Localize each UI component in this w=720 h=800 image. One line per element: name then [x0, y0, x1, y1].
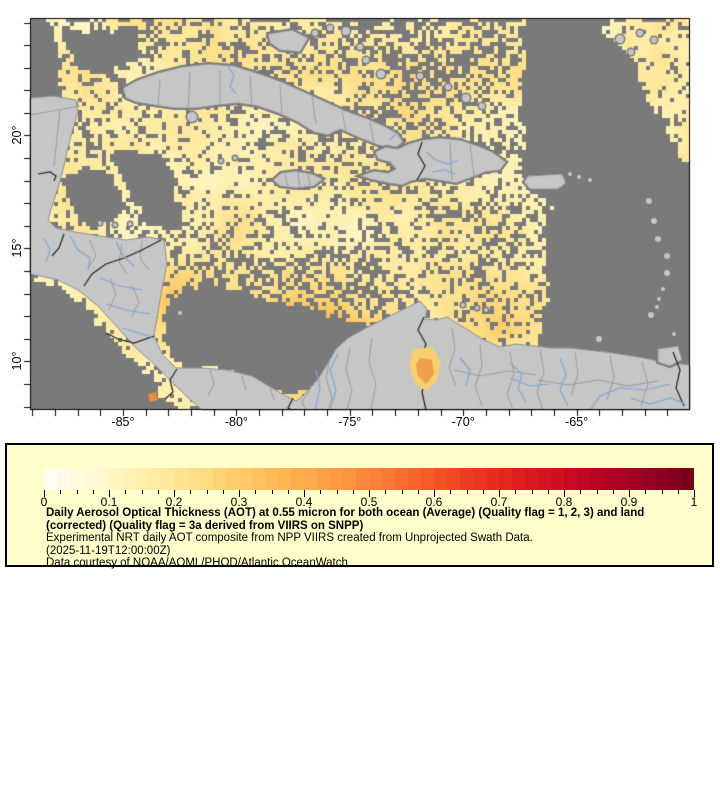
colorbar-minor-tick — [223, 490, 224, 494]
colorbar-minor-tick — [645, 490, 646, 494]
colorbar-segment — [187, 468, 200, 490]
colorbar-segment — [135, 468, 148, 490]
colorbar-minor-tick — [418, 490, 419, 494]
colorbar-segment — [655, 468, 668, 490]
colorbar — [44, 468, 694, 490]
x-axis-label: -80° — [224, 415, 248, 429]
colorbar-segment — [174, 468, 187, 490]
colorbar-segment — [408, 468, 421, 490]
y-axis-label: 15° — [10, 239, 24, 258]
colorbar-minor-tick — [662, 490, 663, 494]
colorbar-segment — [226, 468, 239, 490]
colorbar-minor-tick — [548, 490, 549, 494]
colorbar-segment — [356, 468, 369, 490]
colorbar-minor-tick — [580, 490, 581, 494]
colorbar-minor-tick — [272, 490, 273, 494]
colorbar-segment — [642, 468, 655, 490]
legend-text — [46, 507, 686, 570]
legend-credit: Data courtesy of NOAA/AOML/PHOD/Atlantic OceanWatch — [46, 557, 348, 570]
colorbar-tick-label: 0.8 — [555, 495, 573, 509]
legend-box — [5, 443, 714, 570]
colorbar-minor-tick — [532, 490, 533, 494]
colorbar-segment — [551, 468, 564, 490]
colorbar-segment — [629, 468, 642, 490]
colorbar-segment — [317, 468, 330, 490]
colorbar-minor-tick — [467, 490, 468, 494]
y-axis-label: 20° — [10, 126, 24, 145]
colorbar-tick-label: 0.5 — [360, 495, 378, 509]
colorbar-minor-tick — [483, 490, 484, 494]
colorbar-segment — [109, 468, 122, 490]
colorbar-tick-label: 0.3 — [230, 495, 248, 509]
colorbar-segment — [434, 468, 447, 490]
colorbar-tick-label: 0.7 — [490, 495, 508, 509]
colorbar-segment — [44, 468, 57, 490]
colorbar-tick-label: 0.1 — [100, 495, 118, 509]
colorbar-segment — [616, 468, 629, 490]
colorbar-segment — [96, 468, 109, 490]
colorbar-segment — [486, 468, 499, 490]
colorbar-minor-tick — [60, 490, 61, 494]
colorbar-segment — [382, 468, 395, 490]
legend-description: Experimental NRT daily AOT composite from NPP VIIRS created from Unprojected Swath Data. — [46, 532, 533, 545]
colorbar-minor-tick — [288, 490, 289, 494]
x-axis-label: -85° — [111, 415, 135, 429]
colorbar-minor-tick — [158, 490, 159, 494]
colorbar-segment — [265, 468, 278, 490]
colorbar-segment — [538, 468, 551, 490]
colorbar-minor-tick — [337, 490, 338, 494]
colorbar-segment — [161, 468, 174, 490]
colorbar-segment — [421, 468, 434, 490]
colorbar-segment — [343, 468, 356, 490]
colorbar-minor-tick — [385, 490, 386, 494]
colorbar-segment — [369, 468, 382, 490]
colorbar-tick-label: 0 — [40, 495, 48, 509]
colorbar-segment — [525, 468, 538, 490]
colorbar-segment — [473, 468, 486, 490]
colorbar-minor-tick — [678, 490, 679, 494]
colorbar-segment — [512, 468, 525, 490]
colorbar-segment — [239, 468, 252, 490]
colorbar-segment — [213, 468, 226, 490]
colorbar-segment — [564, 468, 577, 490]
colorbar-minor-tick — [125, 490, 126, 494]
colorbar-tick-label: 0.4 — [295, 495, 313, 509]
colorbar-tick-label: 1 — [690, 495, 698, 509]
colorbar-segment — [148, 468, 161, 490]
colorbar-minor-tick — [613, 490, 614, 494]
colorbar-segment — [499, 468, 512, 490]
colorbar-segment — [603, 468, 616, 490]
colorbar-segment — [57, 468, 70, 490]
colorbar-minor-tick — [320, 490, 321, 494]
colorbar-segment — [70, 468, 83, 490]
colorbar-minor-tick — [77, 490, 78, 494]
legend-title: Daily Aerosol Optical Thickness (AOT) at 0.55 micron for both ocean (Average) (Quality flag = 1, 2, 3) and land (corrected) (Quality flag = 3a derived from VIIRS on SNPP) — [46, 507, 645, 532]
colorbar-segment — [447, 468, 460, 490]
colorbar-minor-tick — [597, 490, 598, 494]
colorbar-tick-label: 0.9 — [620, 495, 638, 509]
colorbar-segment — [291, 468, 304, 490]
colorbar-segment — [668, 468, 681, 490]
colorbar-segment — [83, 468, 96, 490]
x-axis-label: -65° — [565, 415, 589, 429]
colorbar-segment — [395, 468, 408, 490]
colorbar-minor-tick — [402, 490, 403, 494]
colorbar-segment — [590, 468, 603, 490]
colorbar-segment — [122, 468, 135, 490]
colorbar-minor-tick — [450, 490, 451, 494]
colorbar-segment — [200, 468, 213, 490]
colorbar-minor-tick — [207, 490, 208, 494]
colorbar-segment — [278, 468, 291, 490]
colorbar-tick-label: 0.2 — [165, 495, 183, 509]
colorbar-minor-tick — [515, 490, 516, 494]
colorbar-segment — [252, 468, 265, 490]
colorbar-segment — [681, 468, 694, 490]
colorbar-segment — [330, 468, 343, 490]
y-axis-label: 10° — [10, 351, 24, 371]
colorbar-minor-tick — [353, 490, 354, 494]
x-axis-label: -75° — [338, 415, 362, 429]
legend-timestamp: (2025-11-19T12:00:00Z) — [46, 544, 171, 557]
colorbar-segment — [577, 468, 590, 490]
colorbar-tick-label: 0.6 — [425, 495, 443, 509]
x-axis-label: -70° — [451, 415, 475, 429]
colorbar-minor-tick — [93, 490, 94, 494]
colorbar-minor-tick — [142, 490, 143, 494]
colorbar-segment — [460, 468, 473, 490]
colorbar-segment — [304, 468, 317, 490]
colorbar-minor-tick — [255, 490, 256, 494]
colorbar-minor-tick — [190, 490, 191, 494]
